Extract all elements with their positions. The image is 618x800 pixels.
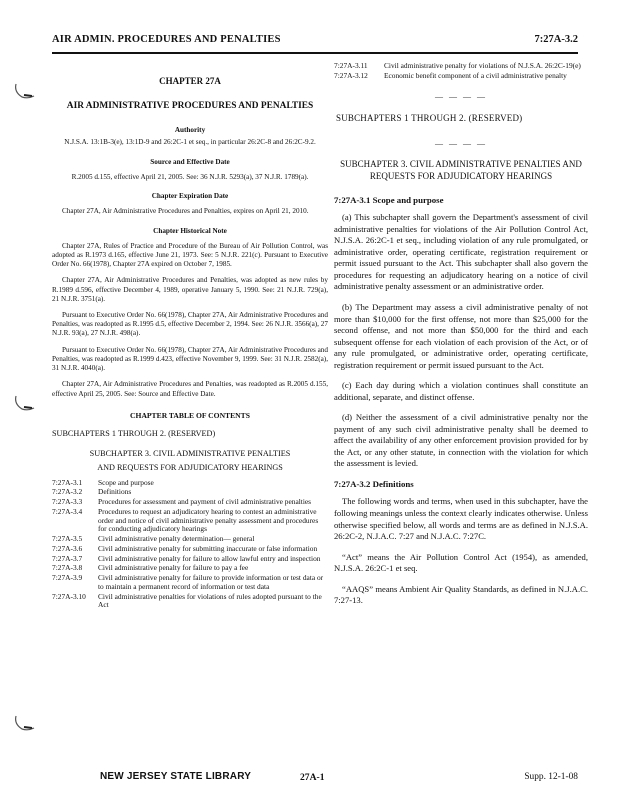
expiration-heading: Chapter Expiration Date [151, 192, 229, 201]
toc-subchapter-3-line2: AND REQUESTS FOR ADJUDICATORY HEARINGS [97, 462, 283, 472]
toc-row [52, 479, 328, 489]
toc-entry: Civil administrative penalty for failure to provide information or test data or to maintain a permanent record of information or test data [98, 573, 324, 591]
toc-number: 7:27A-3.1 [52, 477, 83, 487]
body-paragraph: The following words and terms, when used in this subchapter, have the following meanings unless the context clearly indicates otherwise. Unless otherwise specified below, all words and terms are as defined in N.J.S.A. 26:2C-2, N.J.A.C. 7:27 and N.J.A.C. 7:27C. [334, 496, 588, 542]
header-title: AIR ADMIN. PROCEDURES AND PENALTIES [52, 34, 281, 45]
header-section: 7:27A-3.2 [534, 34, 578, 45]
toc-heading: CHAPTER TABLE OF CONTENTS [130, 410, 250, 420]
toc-number: 7:27A-3.12 [334, 70, 368, 80]
authority-text: N.J.S.A. 13:1B-3(e), 13:1D-9 and 26:2C-1 et seq., in particular 26:2C-8 and 26:2C-9.2. [64, 138, 316, 147]
toc-subchapters-reserved: SUBCHAPTERS 1 THROUGH 2. (RESERVED) [52, 428, 216, 438]
expiration-text: Chapter 27A, Air Administrative Procedures and Penalties, expires on April 21, 2010. [62, 207, 309, 216]
toc-entry: Scope and purpose [98, 477, 154, 487]
history-paragraph: Chapter 27A, Rules of Practice and Procedure of the Bureau of Air Pollution Control, was adopted as R.1973 d.165, effective June 21, 1973. See: 5 N.J.R. 221(c). Pursuant to Executive Order No. 66(1978), Chapter 27A expired on October 7, 1985. [52, 241, 328, 269]
toc-entry: Procedures to request an adjudicatory hearing to contest an administrative order and notice of civil administrative penalty assessment and procedures for conducting adjudicatory hearings [98, 506, 319, 534]
subchapters-reserved: SUBCHAPTERS 1 THROUGH 2. (RESERVED) [336, 113, 523, 124]
toc-row [52, 574, 328, 592]
toc-number: 7:27A-3.9 [52, 573, 83, 583]
toc-subchapter-3-line1: SUBCHAPTER 3. CIVIL ADMINISTRATIVE PENALTIES [89, 449, 291, 459]
source-heading: Source and Effective Date [150, 157, 230, 166]
history-heading: Chapter Historical Note [153, 226, 227, 235]
subchapter-3-title: SUBCHAPTER 3. CIVIL ADMINISTRATIVE PENALTIES AND REQUESTS FOR ADJUDICATORY HEARINGS [340, 159, 582, 181]
toc-number: 7:27A-3.4 [52, 506, 83, 516]
toc-table [52, 479, 328, 611]
right-column [334, 62, 588, 616]
history-paragraph: Pursuant to Executive Order No. 66(1978), Chapter 27A, Air Administrative Procedures and Penalties, was readopted as R.1995 d.5, effective December 2, 1994. See: 26 N.J.R. 3566(a), 27 N.J.R. 93(a), 27 N.J.R. 498(a). [52, 311, 328, 338]
toc-number: 7:27A-3.10 [52, 591, 86, 601]
toc-row [52, 508, 328, 535]
chapter-number: CHAPTER 27A [159, 76, 221, 86]
toc-entry: Civil administrative penalty determination— general [98, 534, 255, 544]
toc-row [334, 72, 588, 82]
body-paragraph: “Act” means the Air Pollution Control Act (1954), as amended, N.J.S.A. 26:2C-1 et seq. [334, 551, 588, 574]
toc-number: 7:27A-3.6 [52, 543, 83, 553]
punch-hole-mark [12, 712, 40, 734]
left-column [52, 70, 328, 611]
section-heading-3-2: 7:27A-3.2 Definitions [334, 478, 414, 489]
toc-number: 7:27A-3.7 [52, 553, 83, 563]
toc-entry: Civil administrative penalty for submitting inaccurate or false information [98, 543, 318, 553]
toc-entry: Civil administrative penalty for failure to pay a fee [98, 563, 249, 573]
body-paragraph: (a) This subchapter shall govern the Department's assessment of civil administrative penalties for violations of the Air Pollution Control Act, N.J.S.A. 26:2C-1 et seq., including violation of any rule promulgated, or administrative order, operating certificate, registration requirement or permit issued pursuant to the Act. This subchapter shall also govern the procedures for requesting an adjudicatory hearing on a notice of civil administrative penalty assessment or an administrative order. [334, 212, 588, 292]
library-stamp: NEW JERSEY STATE LIBRARY [100, 771, 252, 782]
toc-entry: Civil administrative penalties for violations of rules adopted pursuant to the Act [98, 591, 322, 610]
toc-continued [334, 62, 588, 82]
toc-entry: Economic benefit component of a civil administrative penalty [384, 70, 567, 80]
chapter-title: AIR ADMINISTRATIVE PROCEDURES AND PENALTIES [66, 100, 314, 111]
body-paragraph: (d) Neither the assessment of a civil administrative penalty nor the payment of any such civil administrative penalty shall be deemed to affect the availability of any other enforcement provision provided for by the Act, or any other statute, in connection with the violation for which the assessment is levied. [334, 412, 588, 469]
section-divider: — — — — [435, 91, 487, 101]
body-paragraph: “AAQS” means Ambient Air Quality Standards, as defined in N.J.A.C. 7:27-13. [334, 583, 588, 606]
toc-number: 7:27A-3.2 [52, 487, 83, 497]
authority-heading: Authority [174, 126, 206, 135]
toc-number: 7:27A-3.3 [52, 497, 83, 507]
history-paragraph: Pursuant to Executive Order No. 66(1978), Chapter 27A, Air Administrative Procedures and Penalties, was readopted as R.1999 d.423, effective November 9, 1999. See: 31 N.J.R. 2582(a), 31 N.J.R. 4040(a). [52, 345, 328, 373]
section-heading-3-1: 7:27A-3.1 Scope and purpose [334, 194, 444, 205]
punch-hole-mark [12, 80, 40, 102]
body-paragraph: (b) The Department may assess a civil administrative penalty of not more than $10,000 for the first offense, not more than $25,000 for the second offense, and not more than $50,000 for the third and each subsequent offense for each violation of each provision of the Act, or of any rule promulgated, or administrative order, operating certificate, registration requirement or permit issued pursuant to the Act. [334, 302, 588, 370]
toc-number: 7:27A-3.11 [334, 61, 368, 70]
toc-row [52, 593, 328, 611]
toc-number: 7:27A-3.8 [52, 563, 83, 573]
history-paragraph: Chapter 27A, Air Administrative Procedures and Penalties, was readopted as R.2005 d.155, effective April 25, 2005. See: Source and Effective Date. [52, 380, 328, 398]
toc-entry: Civil administrative penalty for violations of N.J.S.A. 26:2C-19(e) [384, 61, 581, 70]
toc-entry: Definitions [98, 487, 132, 497]
toc-entry: Civil administrative penalty for failure to allow lawful entry and inspection [98, 553, 321, 563]
toc-table-continued [334, 62, 588, 82]
section-divider: — — — — [435, 138, 487, 148]
punch-hole-mark [12, 392, 40, 414]
history-paragraph: Chapter 27A, Air Administrative Procedures and Penalties, was adopted as new rules by R.1989 d.596, effective December 4, 1989, operative January 5, 1990. See: 21 N.J.R. 729(a), 21 N.J.R. 3751(a). [52, 276, 328, 303]
page-number: 27A-1 [300, 772, 325, 783]
supplement-date: Supp. 12-1-08 [524, 772, 578, 782]
running-header [52, 34, 578, 54]
source-text: R.2005 d.155, effective April 21, 2005. See: 36 N.J.R. 5293(a), 37 N.J.R. 1789(a). [71, 172, 309, 181]
body-paragraph: (c) Each day during which a violation continues shall constitute an additional, separate, and distinct offense. [334, 380, 588, 402]
toc-number: 7:27A-3.5 [52, 534, 83, 544]
toc-entry: Procedures for assessment and payment of civil administrative penalties [98, 497, 312, 507]
